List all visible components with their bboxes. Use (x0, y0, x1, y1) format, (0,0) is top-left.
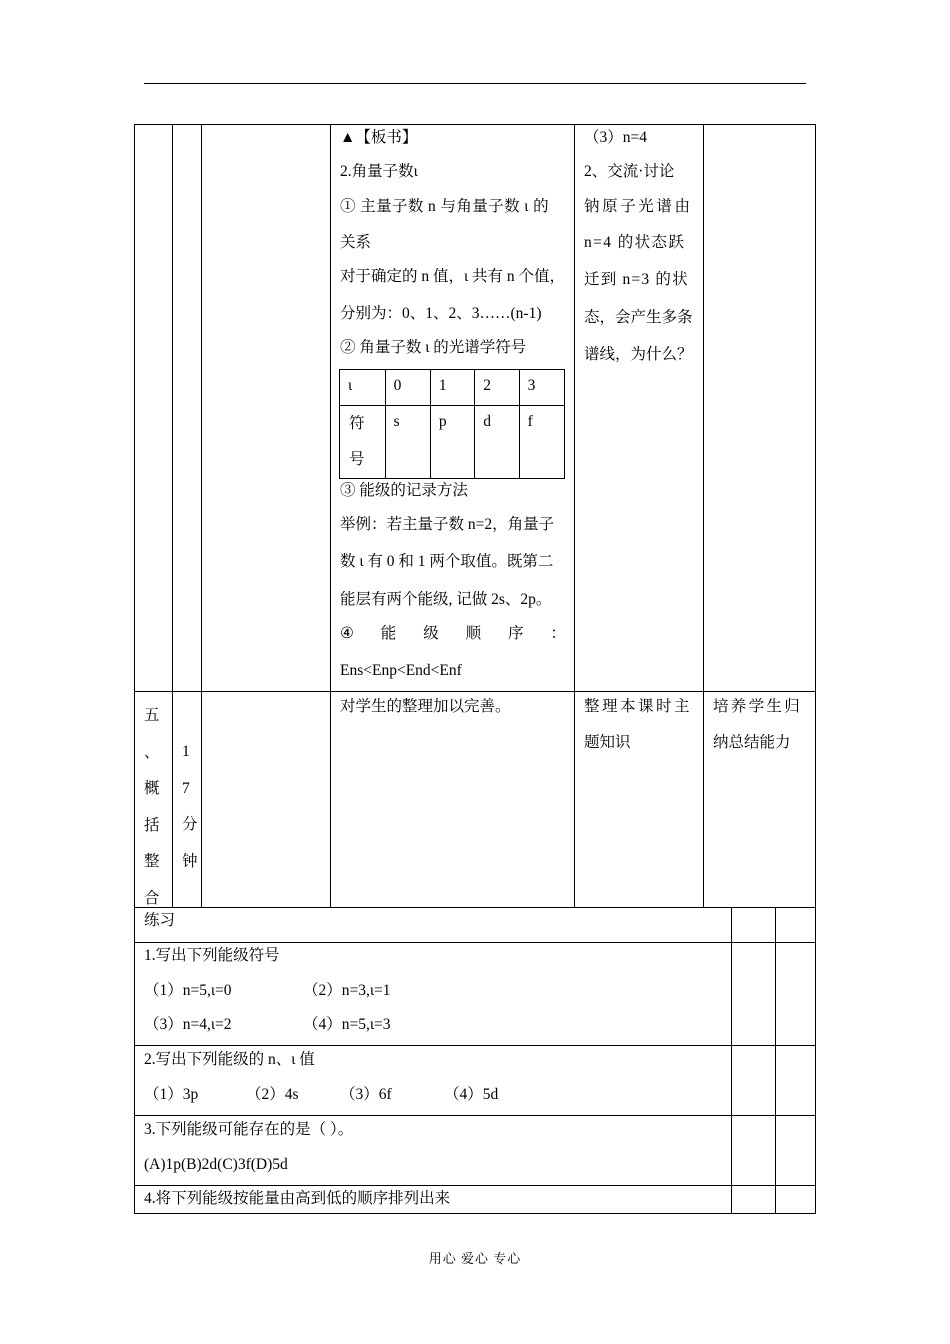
q2-item-3: （3）6f (340, 1086, 392, 1103)
angular-title: 2.角量子数ι (340, 163, 418, 180)
table-border-bottom (134, 1213, 816, 1214)
summary-student-1: 整理本课时主 (584, 698, 693, 715)
time-char: 1 (182, 743, 190, 760)
table-border-left (134, 124, 135, 1214)
stage-char: 括 (144, 816, 160, 834)
question-2: 2.写出下列能级的 n、ι 值 (144, 1051, 315, 1068)
record-title: ③ 能级的记录方法 (340, 482, 468, 499)
col-line-5 (703, 124, 704, 908)
q2-item-1: （1）3p (144, 1086, 199, 1103)
symbol-table-header-row (340, 370, 565, 406)
stage-char: 合 (144, 889, 160, 907)
symbol-table-cell: f (519, 406, 564, 479)
relation-body-1: 对于确定的 n 值，ι 共有 n 个值， (340, 268, 566, 285)
ex-row-line-4 (134, 1185, 816, 1186)
time-label (182, 734, 200, 880)
symbol-label-char: 符 (349, 415, 365, 432)
example-line-3: 能层有两个能级, 记做 2s、2p。 (340, 591, 552, 608)
q1-item-3: （3）n=4,ι=2 (144, 1016, 232, 1033)
order-char: ： (550, 625, 566, 642)
spectral-symbol-table (339, 369, 565, 479)
relation-body-2: 分别为：0、1、2、3……(n-1) (340, 305, 542, 322)
stage-char: 五 (144, 707, 160, 724)
ex-row-line-1 (134, 942, 816, 943)
symbol-table-cell: 0 (385, 370, 430, 406)
order-char: 级 (423, 625, 439, 642)
stage-char: 概 (144, 780, 160, 797)
energy-order-heading (340, 625, 566, 643)
col-line-4 (574, 124, 575, 908)
question-4: 4.将下列能级按能量由高到低的顺序排列出来 (144, 1190, 451, 1207)
symbol-table-cell: ι (340, 370, 386, 406)
board-heading: ▲【板书】 (340, 129, 418, 146)
symbol-table-cell: 2 (475, 370, 519, 406)
col-line-1 (172, 124, 173, 908)
symbol-table-cell: d (475, 406, 519, 479)
relation-title-1: ① 主量子数 n 与角量子数 ι 的 (340, 198, 549, 215)
header-rule (144, 83, 806, 84)
student-line-6: 态，会产生多条 (584, 309, 693, 326)
student-line-4: n=4 的状态跃 (584, 234, 686, 251)
symbol-table-cell: p (430, 406, 474, 479)
summary-goal-1: 培养学生归 (713, 698, 803, 715)
example-line-1: 举例：若主量子数 n=2，角量子 (340, 516, 555, 533)
q2-item-2: （2）4s (246, 1086, 299, 1103)
example-line-2: 数 ι 有 0 和 1 两个取值。既第二 (340, 553, 554, 570)
order-char: ④ (340, 625, 354, 642)
page-footer: 用心 爱心 专心 (428, 1251, 522, 1266)
symbol-label-char: 号 (349, 451, 365, 468)
symbol-table-cell: 1 (430, 370, 474, 406)
stage-char: 、 (144, 743, 160, 761)
order-char: 顺 (465, 625, 482, 642)
ex-col-line-1 (731, 907, 732, 1214)
ex-row-line-2 (134, 1045, 816, 1046)
q1-item-4: （4）n=5,ι=3 (303, 1016, 391, 1033)
student-line-2: 2、交流·讨论 (584, 163, 675, 180)
order-char: 能 (380, 625, 397, 642)
time-char: 分 (182, 816, 198, 833)
ex-col-line-2 (775, 907, 776, 1214)
col-line-3 (330, 124, 331, 908)
q1-item-2: （2）n=3,ι=1 (303, 982, 391, 999)
time-char: 钟 (182, 852, 198, 870)
row-line-2 (134, 907, 816, 908)
symbol-table-value-row (340, 406, 565, 479)
col-line-2 (201, 124, 202, 908)
summary-goal-2: 纳总结能力 (713, 734, 791, 751)
summary-student-2: 题知识 (584, 734, 631, 751)
symbol-table-cell: s (385, 406, 430, 479)
q2-item-4: （4）5d (444, 1086, 499, 1103)
q1-item-1: （1）n=5,ι=0 (144, 982, 232, 999)
student-line-3: 钠原子光谱由 (584, 198, 693, 215)
time-char: 7 (182, 779, 190, 797)
exercise-title: 练习 (144, 912, 176, 929)
table-border-top (134, 124, 816, 125)
stage-char: 整 (144, 853, 160, 870)
relation-title-2: 关系 (340, 234, 372, 251)
order-char: 序 (508, 625, 524, 642)
summary-teacher: 对学生的整理加以完善。 (340, 698, 511, 715)
q3-options: (A)1p(B)2d(C)3f(D)5d (144, 1156, 288, 1173)
student-line-5: 迁到 n=3 的状 (584, 271, 689, 288)
stage-label (144, 698, 164, 917)
ex-row-line-3 (134, 1115, 816, 1116)
student-line-7: 谱线，为什么？ (584, 346, 693, 363)
student-line-1: （3）n=4 (584, 129, 647, 146)
question-3: 3.下列能级可能存在的是（ ）。 (144, 1121, 354, 1138)
row-line-1 (134, 691, 816, 692)
question-1: 1.写出下列能级符号 (144, 947, 280, 964)
symbol-table-cell: 3 (519, 370, 564, 406)
table-border-right (815, 124, 816, 1214)
symbol-title: ② 角量子数 ι 的光谱学符号 (340, 339, 527, 356)
energy-order-formula: Ens<Enp<End<Enf (340, 662, 462, 679)
symbol-table-row-label (340, 406, 386, 479)
